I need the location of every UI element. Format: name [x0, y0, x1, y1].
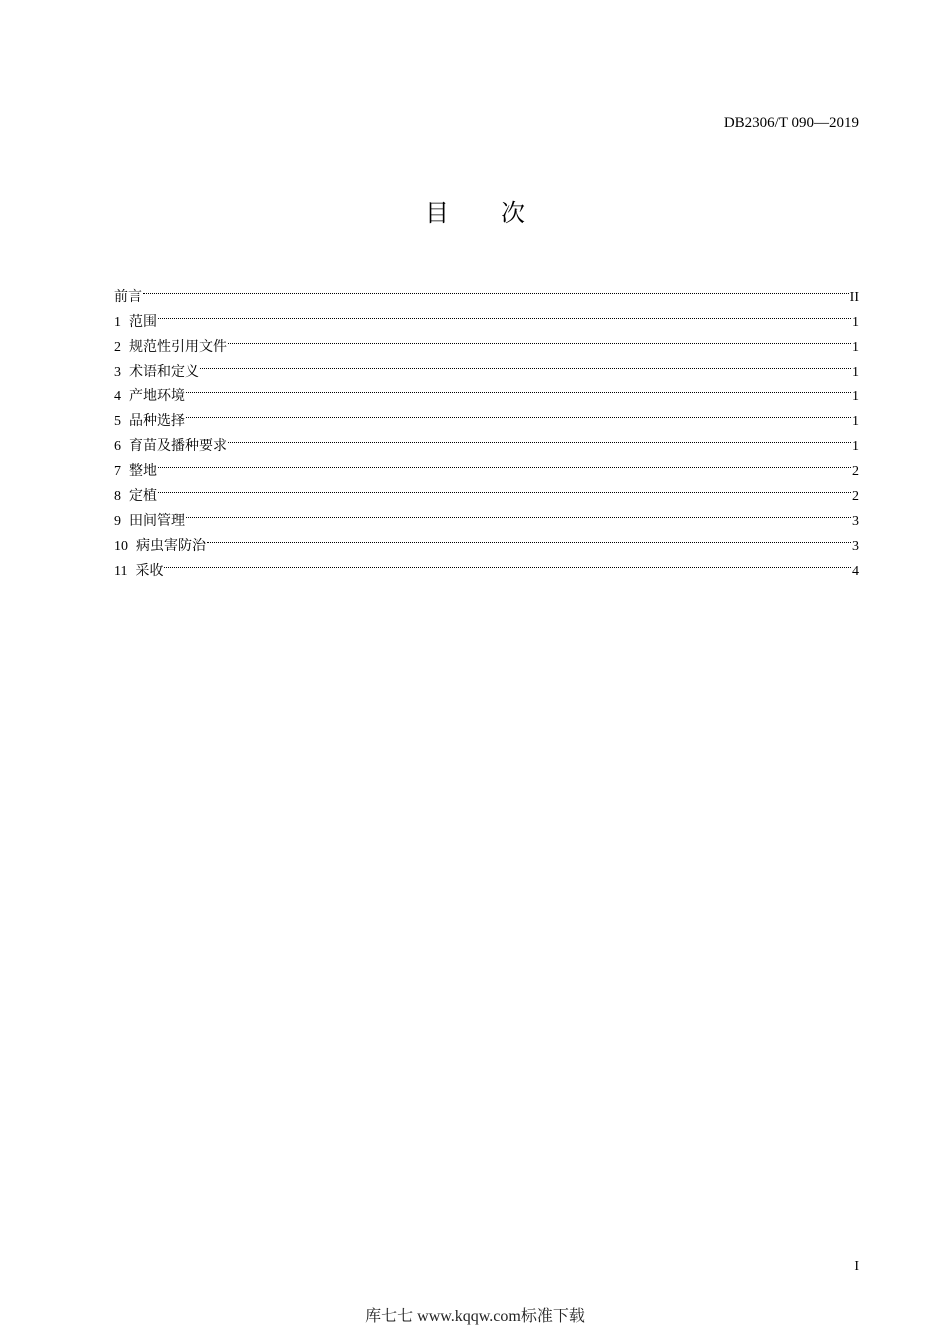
toc-item-number: 10 — [114, 538, 128, 554]
toc-leader-dots — [186, 376, 851, 401]
toc-leader-dots — [207, 525, 851, 550]
document-code: DB2306/T 090—2019 — [723, 115, 859, 131]
toc-item-4[interactable] — [114, 376, 859, 405]
toc-item-label: 定植 — [129, 489, 157, 505]
toc-leader-dots — [158, 301, 851, 326]
title-char-1: 目 — [425, 199, 449, 227]
toc-item-page: 4 — [852, 563, 859, 579]
toc-item-page: 3 — [852, 538, 859, 554]
toc-item-7[interactable] — [114, 450, 859, 480]
toc-item-page: 1 — [852, 339, 859, 355]
toc-item-3[interactable] — [114, 351, 859, 380]
toc-leader-dots — [158, 475, 851, 500]
toc-item-label: 范围 — [129, 314, 157, 330]
toc-item-number: 8 — [114, 489, 121, 505]
toc-item-label: 整地 — [129, 464, 157, 480]
toc-item-9[interactable] — [114, 500, 859, 529]
toc-leader-dots — [164, 550, 851, 575]
toc-item-label: 产地环境 — [129, 389, 185, 405]
toc-item-label: 采收 — [135, 563, 164, 579]
toc-item-label: 育苗及播种要求 — [129, 439, 227, 455]
toc-item-number: 11 — [114, 563, 128, 579]
toc-leader-dots — [143, 276, 849, 301]
toc-item-page: 1 — [852, 414, 859, 430]
toc-leader-dots — [200, 351, 851, 376]
toc-item-label: 田间管理 — [129, 513, 185, 529]
toc-item-page: 1 — [852, 389, 859, 405]
toc-item-number: 6 — [114, 439, 121, 455]
toc-item-label: 术语和定义 — [129, 364, 199, 380]
toc-item-label: 品种选择 — [129, 414, 185, 430]
toc-item-number: 2 — [114, 339, 121, 355]
toc-item-6[interactable] — [114, 425, 859, 455]
toc-item-page: 1 — [852, 439, 859, 455]
toc-item-number: 9 — [114, 513, 121, 529]
toc-item-page: II — [849, 289, 859, 305]
toc-leader-dots — [186, 400, 851, 425]
toc-item-page: 1 — [852, 314, 859, 330]
page-number: I — [854, 1259, 859, 1274]
toc-item-page: 3 — [852, 513, 859, 529]
toc-item-number: 4 — [114, 389, 121, 405]
toc-item-2[interactable] — [114, 326, 859, 355]
toc-item-page: 2 — [852, 489, 859, 505]
toc-item-label: 前言 — [114, 289, 142, 305]
toc-leader-dots — [228, 425, 851, 450]
toc-item-page: 1 — [852, 364, 859, 380]
toc-item-number: 3 — [114, 364, 121, 380]
toc-item-number: 1 — [114, 314, 121, 330]
toc-item-preface[interactable] — [114, 276, 859, 305]
footer-watermark: 库七七 www.kqqw.com标准下载 — [365, 1308, 585, 1325]
table-of-contents — [114, 276, 859, 579]
toc-leader-dots — [186, 500, 851, 525]
page-title — [0, 196, 950, 230]
toc-item-label: 病虫害防治 — [136, 538, 206, 554]
toc-item-page: 2 — [852, 464, 859, 480]
toc-item-10[interactable] — [114, 525, 859, 554]
toc-item-11[interactable] — [114, 550, 859, 579]
toc-item-number: 7 — [114, 464, 121, 480]
toc-item-number: 5 — [114, 414, 121, 430]
toc-item-8[interactable] — [114, 475, 859, 505]
toc-item-5[interactable] — [114, 400, 859, 430]
toc-leader-dots — [228, 326, 851, 351]
toc-item-label: 规范性引用文件 — [129, 339, 227, 355]
toc-item-1[interactable] — [114, 301, 859, 330]
title-char-2: 次 — [501, 199, 525, 227]
toc-leader-dots — [158, 450, 851, 475]
